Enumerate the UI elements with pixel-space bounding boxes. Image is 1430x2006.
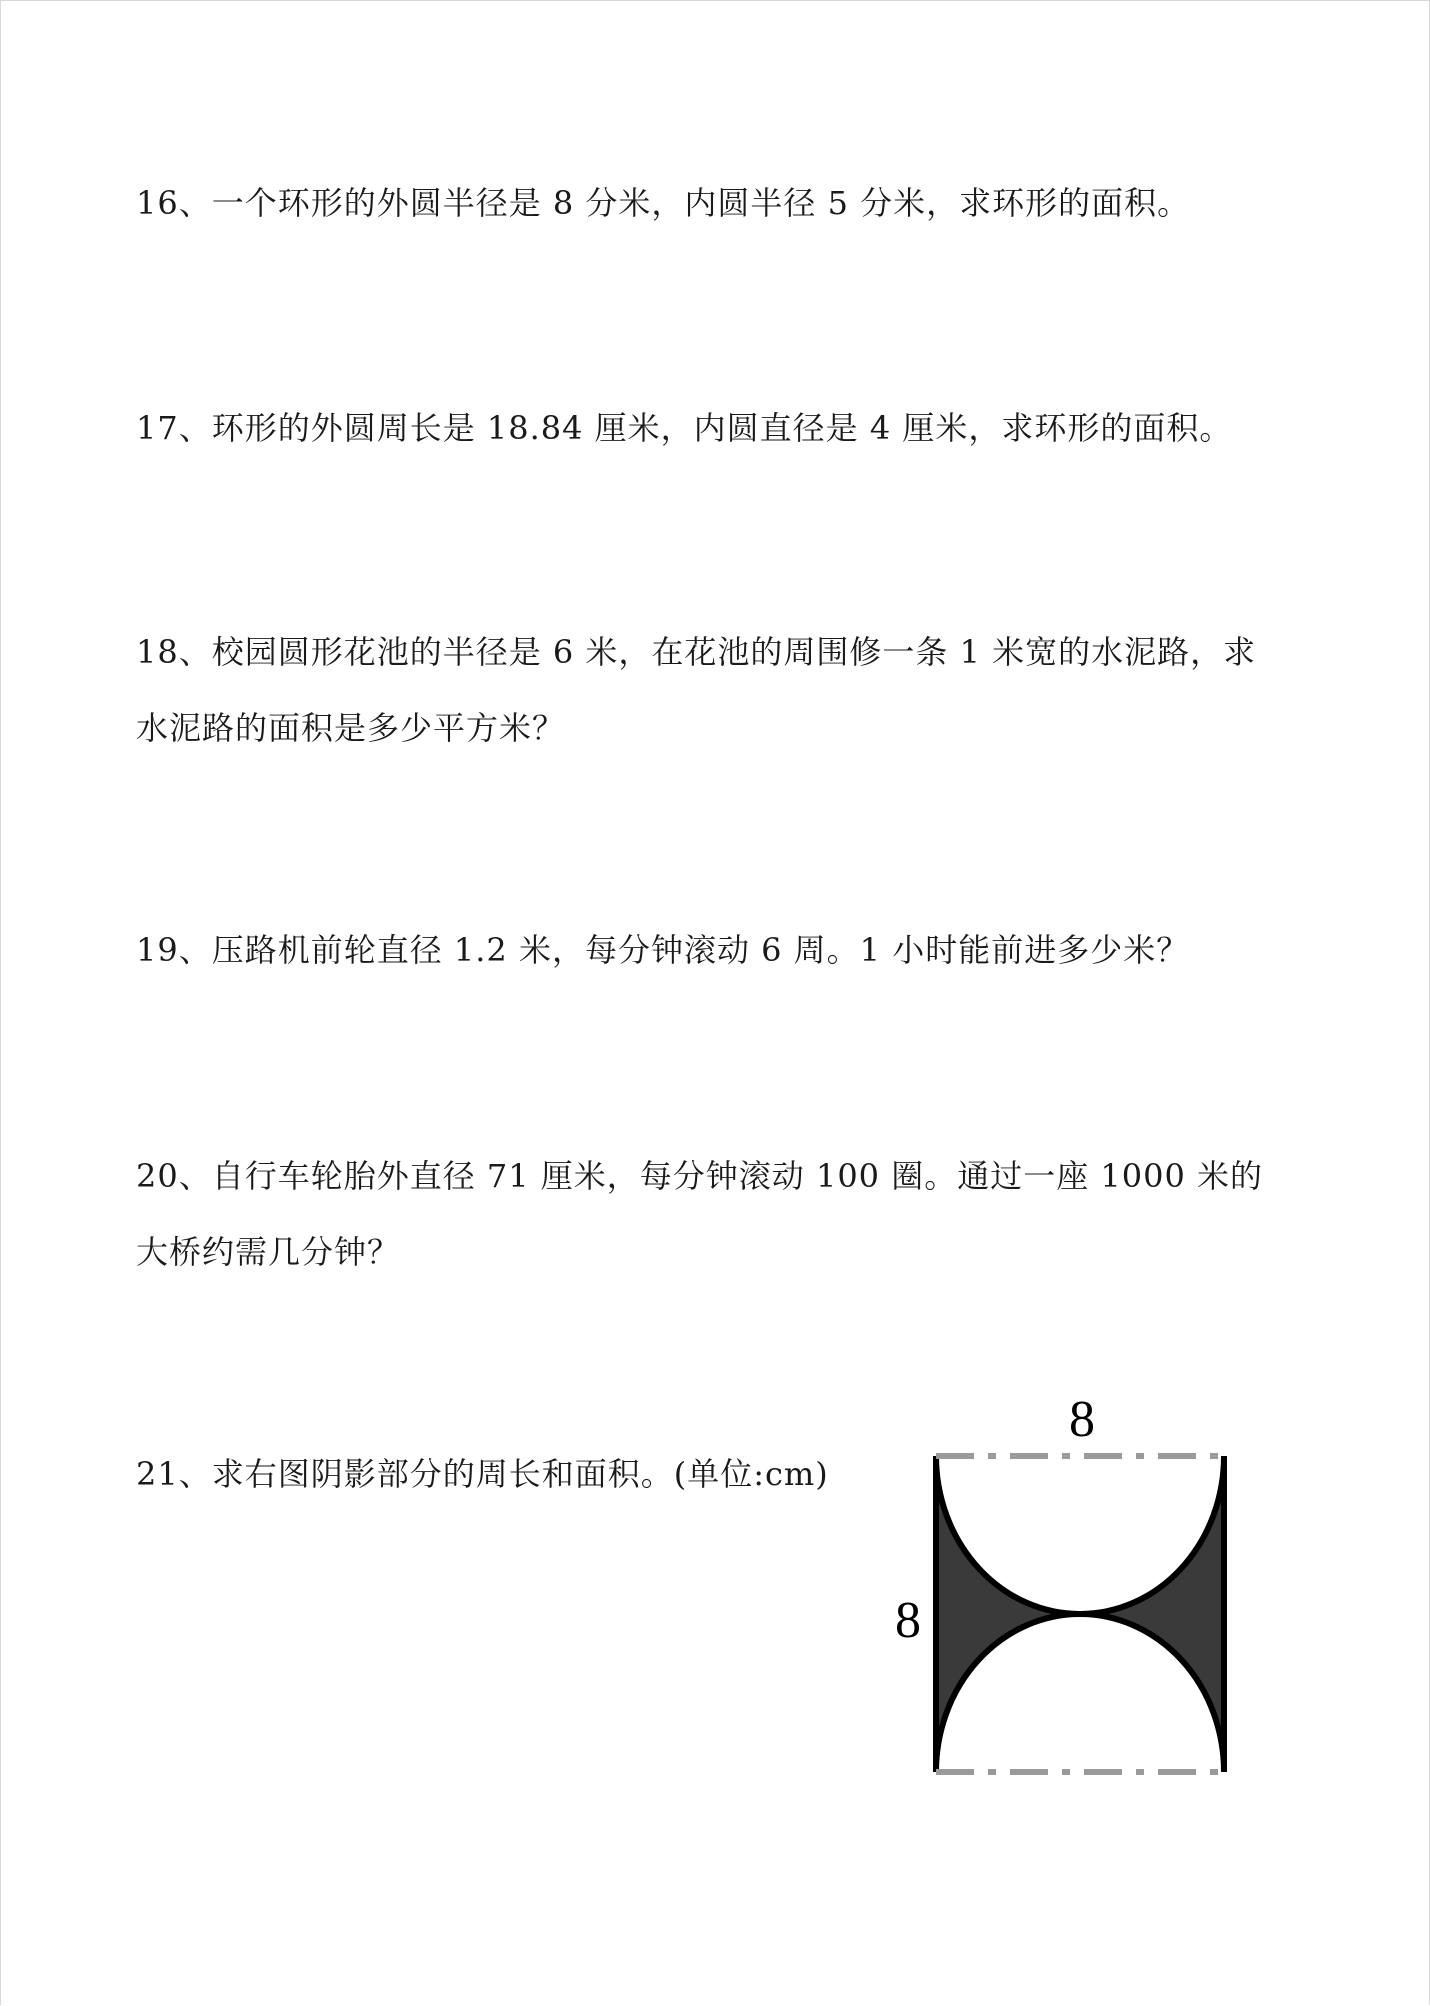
question-16: 16、一个环形的外圆半径是 8 分米，内圆半径 5 分米，求环形的面积。 (136, 184, 1191, 222)
question-18: 18、校园圆形花池的半径是 6 米，在花池的周围修一条 1 米宽的水泥路，求水泥路的面积是多少平方米？ (136, 633, 1257, 747)
question-19: 19、压路机前轮直径 1.2 米，每分钟滚动 6 周。1 小时能前进多少米？ (136, 931, 1190, 969)
top-dimension-label: 8 (1069, 1391, 1095, 1448)
question-20: 20、自行车轮胎外直径 71 厘米，每分钟滚动 100 圈。通过一座 1000 米的大桥约需几分钟？ (136, 1157, 1263, 1271)
question-17: 17、环形的外圆周长是 18.84 厘米，内圆直径是 4 厘米，求环形的面积。 (136, 409, 1233, 447)
left-dimension-label: 8 (895, 1592, 921, 1649)
question-21: 21、求右图阴影部分的周长和面积。(单位:cm) (136, 1455, 829, 1493)
shaded-area-figure (880, 1380, 1260, 1800)
